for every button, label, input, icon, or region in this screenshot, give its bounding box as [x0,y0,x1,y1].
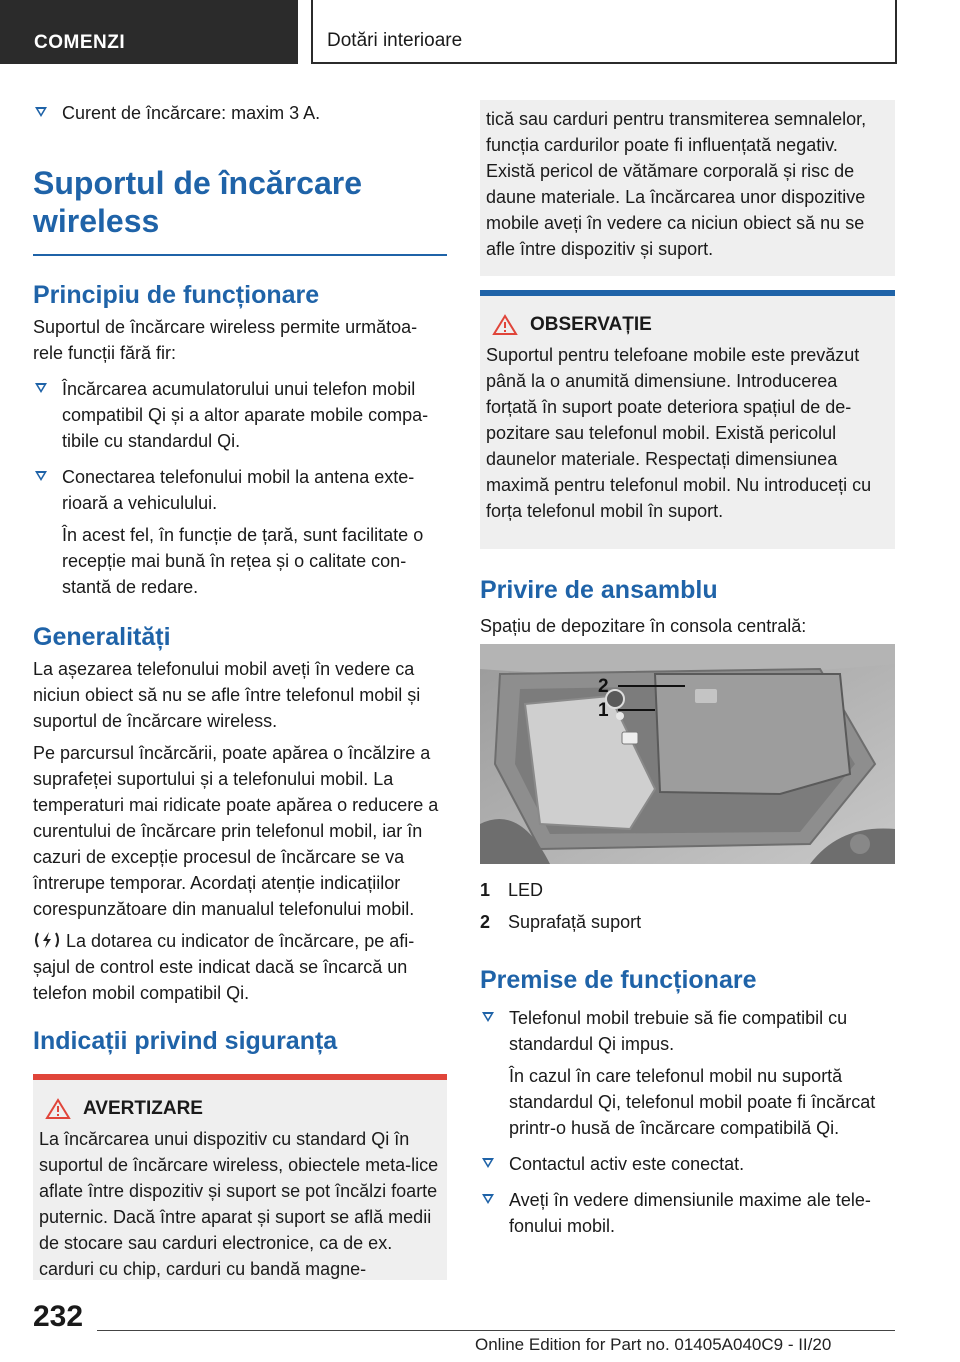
general-heading: Generalități [33,623,171,651]
principle-text: Suportul de încărcare wireless permite următoa‐rele funcții fără fir: [33,317,418,363]
bullet-continuation: În cazul în care telefonul mobil nu suportă standardul Qi, telefonul mobil poate fi încărcat printr-o husă de încărcare compatibilă Qi. [509,1066,876,1138]
header-section-label: COMENZI [34,32,126,53]
triangle-bullet-icon [482,1194,494,1204]
legend-item: 2 Suprafață suport [480,912,642,932]
title-divider [33,254,447,256]
notice-title: OBSERVAȚIE [486,314,889,336]
right-column-lower [480,877,895,1239]
triangle-bullet-icon [482,1158,494,1168]
warning-triangle-icon [492,314,518,336]
notice-box [480,290,895,549]
header-subsection-label: Dotări interioare [327,30,463,51]
general-paragraph: Pe parcursul încărcării, poate apărea o încălzire a suprafeței suportului și a telefonului mobil. La temperaturi mai ridicate poate apărea o reducere a curentului de încărcare prin telefonul mobil, iar în cazuri de excepție procesul de încărcare se va întrerupe temporar. Acordați atenție indicațiilor corespunzătoare din manualul telefonului mobil. [33,743,439,919]
footer-edition: Online Edition for Part no. 01405A040C9 - II/20 [475,1335,832,1354]
warning-box-continuation [480,100,895,276]
page-number: 232 [33,1300,84,1333]
warning-title: AVERTIZARE [39,1098,441,1120]
warning-text: La încărcarea unui dispozitiv cu standard Qi în suportul de încărcare wireless, obiectele meta‐lice aflate între dispozitiv și suport se pot încălzi foarte puternic. Dacă între aparat și suport se află medii de stocare sau carduri electronice, ca de ex. carduri cu chip, carduri cu bandă magne‐ [39,1129,439,1279]
triangle-bullet-icon [35,107,47,117]
general-paragraph: La așezarea telefonului mobil aveți în vedere ca niciun obiect să nu se afle între telefonul mobil și suportul de încărcare wireless. [33,659,421,731]
triangle-bullet-icon [482,1012,494,1022]
legend-item: 1 LED [480,880,544,900]
triangle-bullet-icon [35,471,47,481]
overview-text: Spațiu de depozitare în consola centrală: [480,616,807,636]
warning-box [33,1074,447,1280]
overview-heading: Privire de ansamblu [480,576,718,604]
notice-text: Suportul pentru telefoane mobile este prevăzut până la o anumită dimensiune. Introducerea forțată în suport poate deteriora spațiul de de‐pozitare sau telefonul mobil. Există pericolul daunelor materiale. Respectați dimensiunea maximă pentru telefonul mobil. Nu introduceți cu forța telefonul mobil în suport. [486,345,872,521]
safety-heading: Indicații privind siguranța [33,1027,338,1055]
general-paragraph-indicator: La dotarea cu indicator de încărcare, pe afi‐șajul de control este indicat dacă se încarcă un telefon mobil compatibil Qi. [33,931,415,1003]
header-subsection-tab [311,0,897,64]
list-item: Încărcarea acumulatorului unui telefon mobil compatibil Qi și a altor aparate mobile compa‐tibile cu standardul Qi. [33,376,447,454]
warning-continued-text: tică sau carduri pentru transmiterea semnalelor, funcția cardurilor poate fi influențată negativ. Există pericol de vătămare corporală și risc de daune materiale. La încărcarea unor dispozitive mobile aveți în vedere ca niciun obiect să nu se afle între dispozitiv și suport. [486,109,867,259]
bullet-continuation: În acest fel, în funcție de țară, sunt facilitate o recepție mai bună în rețea și o calitate con‐stantă de redare. [62,525,424,597]
list-item: Aveți în vedere dimensiunile maxime ale tele‐fonului mobil. [480,1187,895,1239]
page-title: Suportul de încărcare wireless [33,165,362,239]
photo-label-2: 2 [598,676,609,697]
list-item: Telefonul mobil trebuie să fie compatibil cu standardul Qi impus. [480,1005,895,1057]
prereq-heading: Premise de funcționare [480,966,757,994]
warning-triangle-icon [45,1098,71,1120]
photo-label-1: 1 [598,700,609,721]
left-column [33,100,447,1280]
console-photo [480,644,895,864]
right-column [480,100,895,639]
list-item: Curent de încărcare: maxim 3 A. [33,100,447,126]
principle-heading: Principiu de funcționare [33,281,320,309]
triangle-bullet-icon [35,383,47,393]
list-item: Conectarea telefonului mobil la antena exte‐rioară a vehiculului. [33,464,447,516]
header-section-tab [0,0,298,64]
list-item: Contactul activ este conectat. [480,1151,895,1177]
console-illustration [480,644,895,864]
wireless-charging-icon [33,930,61,950]
footer-divider [97,1330,895,1331]
